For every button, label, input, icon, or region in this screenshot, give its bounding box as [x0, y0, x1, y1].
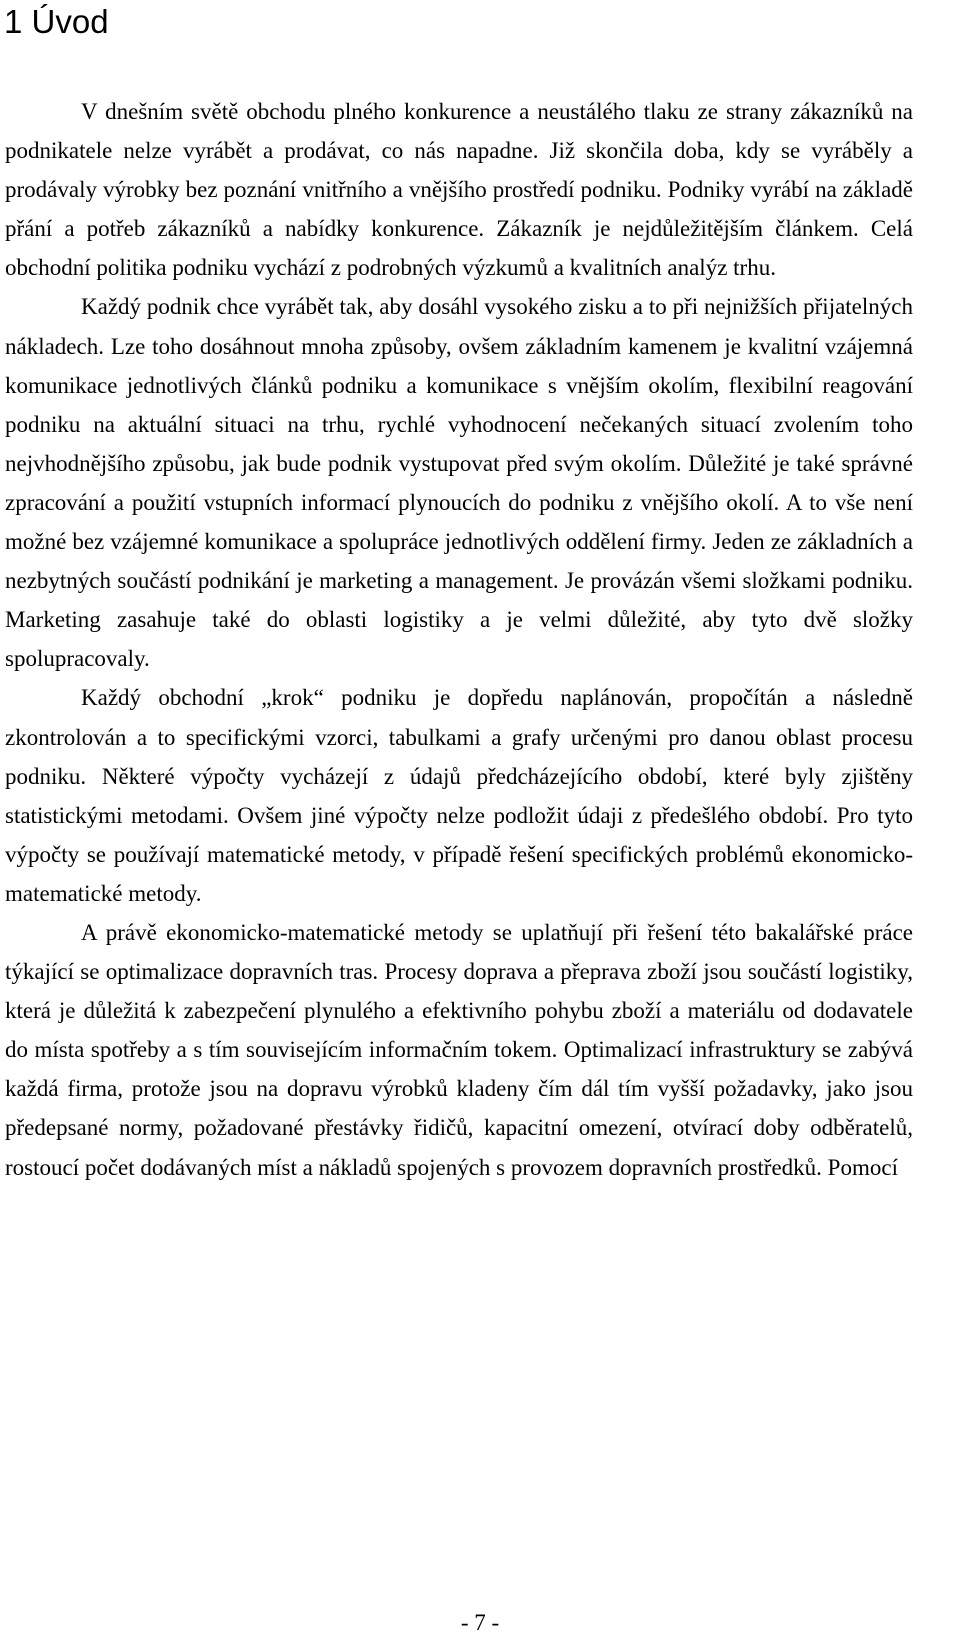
paragraph-4: A právě ekonomicko-matematické metody se uplatňují při řešení této bakalářské práce týkající se optimalizace dopravních tras. Procesy doprava a přeprava zboží jsou součástí logistiky, která je důležitá k zabezpečení plynulého a efektivního pohybu zboží a materiálu od dodavatele do místa spotřeby a s tím souvisejícím informačním tokem. Optimalizací infrastruktury se zabývá každá firma, protože jsou na dopravu výrobků kladeny čím dál tím vyšší požadavky, jako jsou předepsané normy, požadované přestávky řidičů, kapacitní omezení, otvírací doby odběratelů, rostoucí počet dodávaných míst a nákladů spojených s provozem dopravních prostředků. Pomocí — [5, 919, 913, 1180]
page-number: - 7 - — [460, 1610, 500, 1635]
paragraph-3: Každý obchodní „krok“ podniku je dopředu naplánován, propočítán a následně zkontrolován a to specifickými vzorci, tabulkami a grafy určenými pro danou oblast procesu podniku. Některé výpočty vycházejí z údajů předcházejícího období, které byly zjištěny statistickými metodami. Ovšem jiné výpočty nelze podložit údaji z předešlého období. Pro tyto výpočty se používají matematické metody, v případě řešení specifických problémů ekonomicko-matematické metody. — [5, 685, 913, 906]
body-text — [5, 92, 913, 1187]
chapter-heading — [4, 0, 109, 44]
chapter-title: Úvod — [31, 3, 109, 40]
paragraph-2: Každý podnik chce vyrábět tak, aby dosáhl vysokého zisku a to při nejnižších přijatelných nákladech. Lze toho dosáhnout mnoha způsoby, ovšem základním kamenem je kvalitní vzájemná komunikace jednotlivých článků podniku a komunikace s vnějším okolím, flexibilní reagování podniku na aktuální situaci na trhu, rychlé vyhodnocení nečekaných situací zvolením toho nejvhodnějšího způsobu, jak bude podnik vystupovat před svým okolím. Důležité je také správné zpracování a použití vstupních informací plynoucích do podniku z vnějšího okolí. A to vše není možné bez vzájemné komunikace a spolupráce jednotlivých oddělení firmy. Jeden ze základních a nezbytných součástí podnikání je marketing a management. Je provázán všemi složkami podniku. Marketing zasahuje také do oblasti logistiky a je velmi důležité, aby tyto dvě složky spolupracovaly. — [5, 294, 913, 672]
paragraph-1: V dnešním světě obchodu plného konkurence a neustálého tlaku ze strany zákazníků na podnikatele nelze vyrábět a prodávat, co nás napadne. Již skončila doba, kdy se vyráběly a prodávaly výrobky bez poznání vnitřního a vnějšího prostředí podniku. Podniky vyrábí na základě přání a potřeb zákazníků a nabídky konkurence. Zákazník je nejdůležitějším článkem. Celá obchodní politika podniku vychází z podrobných výzkumů a kvalitních analýz trhu. — [5, 99, 913, 281]
chapter-number: 1 — [4, 3, 23, 40]
